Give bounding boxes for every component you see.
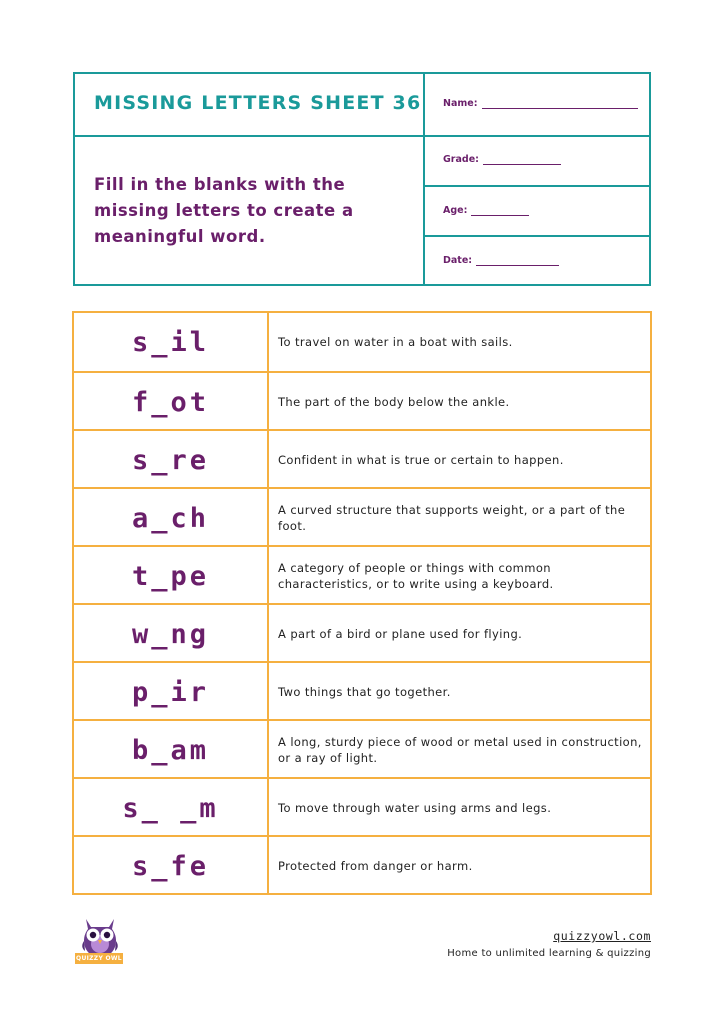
age-field[interactable] — [443, 205, 529, 216]
header-divider-grade — [423, 185, 649, 187]
word-clue: To travel on water in a boat with sails. — [278, 335, 513, 349]
header-divider-title — [75, 135, 423, 137]
word-clue: The part of the body below the ankle. — [278, 395, 510, 409]
header-divider-name — [423, 135, 649, 137]
missing-letter-word: w_ng — [74, 605, 269, 663]
missing-letter-word: b_am — [74, 721, 269, 779]
grade-field[interactable] — [443, 154, 561, 165]
table-row — [74, 371, 650, 431]
word-clue: A category of people or things with common characteristics, or to write using a keyboard. — [278, 561, 554, 591]
word-clue: A long, sturdy piece of wood or metal used in construction, or a ray of light. — [278, 735, 642, 765]
name-line[interactable] — [482, 107, 638, 109]
word-clue: Confident in what is true or certain to happen. — [278, 453, 564, 467]
header-divider-vertical — [423, 74, 425, 284]
missing-letter-word: s_re — [74, 431, 269, 489]
worksheet-header — [73, 72, 651, 286]
word-clue: A part of a bird or plane used for flying. — [278, 627, 523, 641]
table-row — [74, 487, 650, 547]
grade-line[interactable] — [483, 163, 561, 165]
table-row — [74, 545, 650, 605]
page-title: MISSING LETTERS SHEET 36 — [94, 92, 422, 114]
table-row — [74, 835, 650, 895]
age-line[interactable] — [471, 214, 529, 216]
missing-letter-word: f_ot — [74, 373, 269, 431]
logo-wordmark: QUIZZY OWL — [76, 955, 122, 962]
age-label: Age: — [443, 205, 468, 216]
name-field[interactable] — [443, 98, 638, 109]
site-link[interactable]: quizzyowl.com — [553, 929, 651, 943]
word-clue: To move through water using arms and legs. — [278, 801, 552, 815]
words-table — [72, 311, 652, 895]
grade-label: Grade: — [443, 154, 479, 165]
missing-letter-word: a_ch — [74, 489, 269, 547]
date-line[interactable] — [476, 264, 559, 266]
table-row — [74, 661, 650, 721]
missing-letter-word: s_ _m — [74, 779, 269, 837]
missing-letter-word: p_ir — [74, 663, 269, 721]
tagline: Home to unlimited learning & quizzing — [447, 948, 651, 959]
word-clue: Protected from danger or harm. — [278, 859, 473, 873]
name-label: Name: — [443, 98, 478, 109]
word-clue: A curved structure that supports weight, or a part of the foot. — [278, 503, 626, 533]
table-row — [74, 313, 650, 371]
missing-letter-word: s_fe — [74, 837, 269, 895]
table-row — [74, 603, 650, 663]
word-clue: Two things that go together. — [278, 685, 451, 699]
table-row — [74, 777, 650, 837]
date-label: Date: — [443, 255, 473, 266]
missing-letter-word: s_il — [74, 313, 269, 371]
table-row — [74, 719, 650, 779]
date-field[interactable] — [443, 255, 559, 266]
instructions-text: Fill in the blanks with the missing letters to create a meaningful word. — [94, 175, 354, 246]
table-row — [74, 429, 650, 489]
missing-letter-word: t_pe — [74, 547, 269, 605]
header-divider-age — [423, 235, 649, 237]
